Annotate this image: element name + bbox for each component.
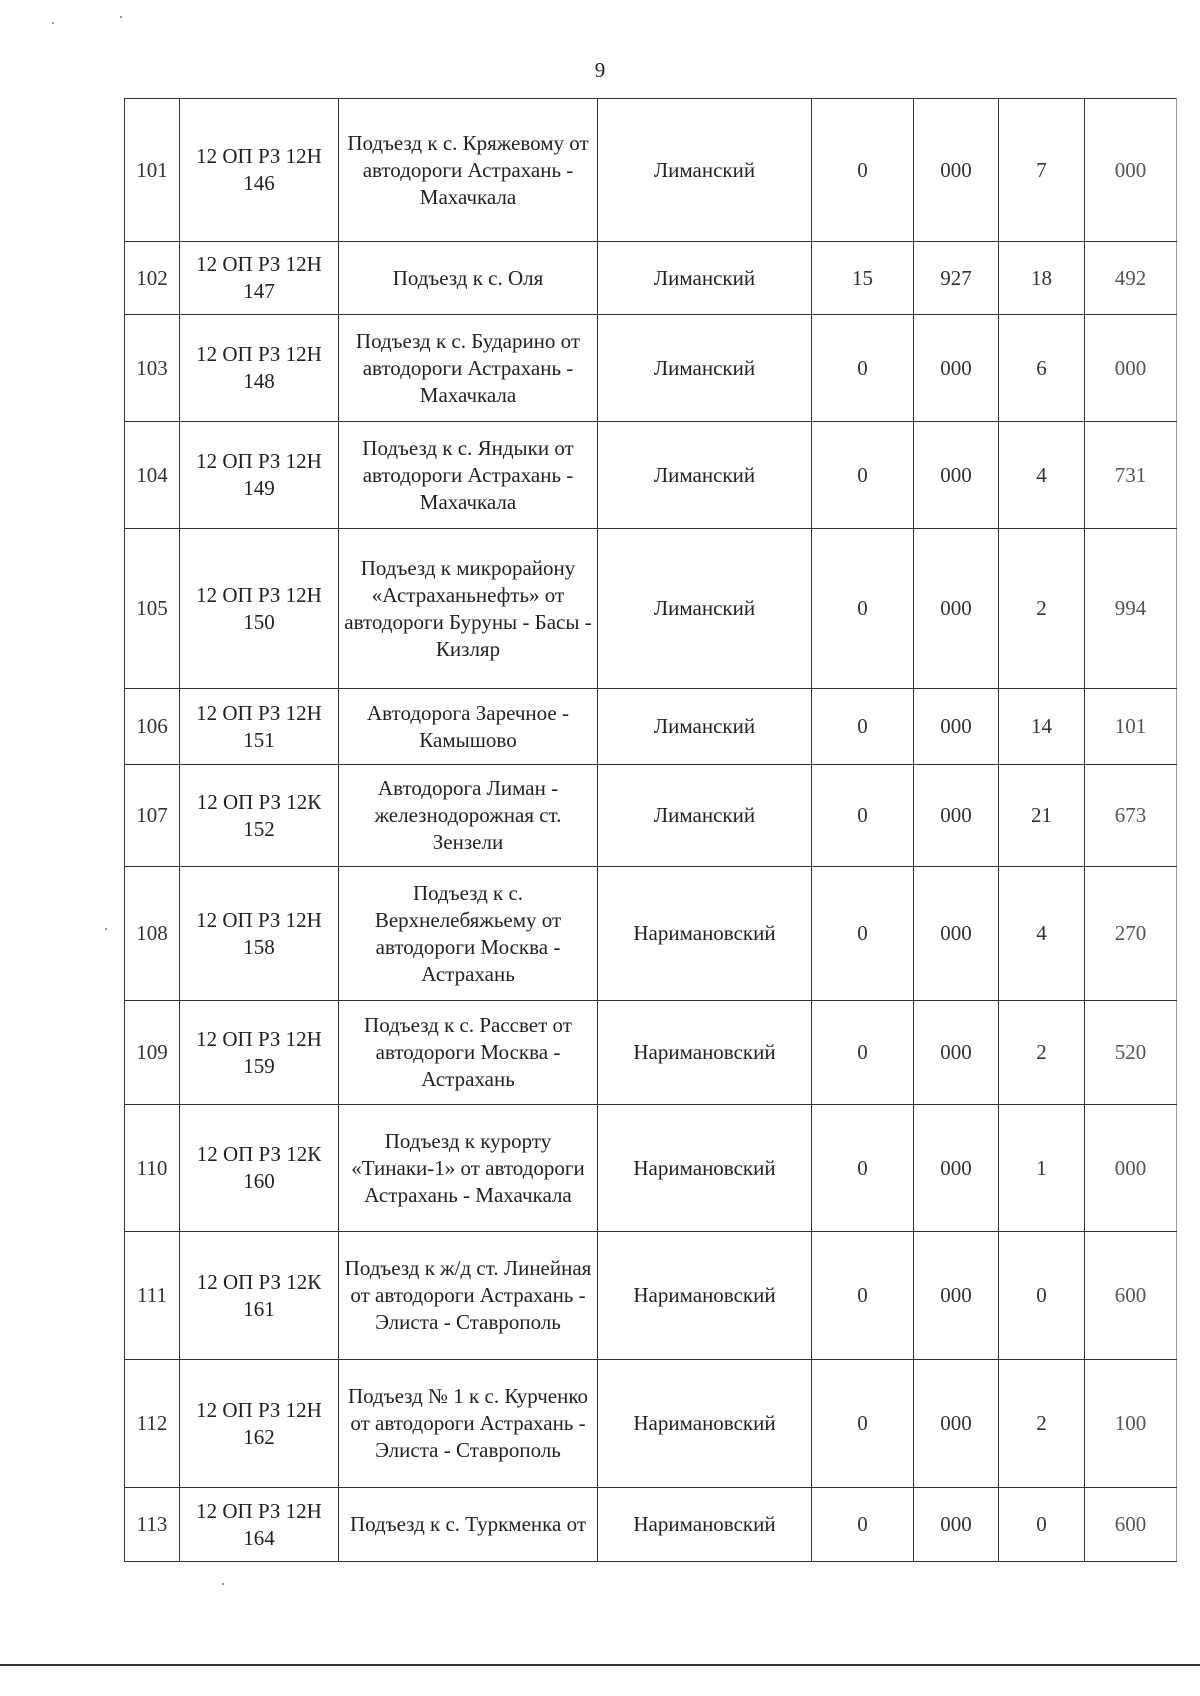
cell-end-m: 270: [1085, 867, 1177, 1001]
cell-start-km: 0: [812, 99, 914, 242]
cell-end-m: 731: [1085, 422, 1177, 529]
table-row: [125, 689, 1177, 765]
cell-start-km: 0: [812, 1232, 914, 1360]
cell-district: Лиманский: [598, 529, 812, 689]
cell-road-code: 12 ОП РЗ 12К 161: [180, 1232, 339, 1360]
cell-number: 111: [125, 1232, 180, 1360]
cell-end-km: 1: [999, 1105, 1085, 1232]
table-row: [125, 1001, 1177, 1105]
cell-road-code: 12 ОП РЗ 12К 152: [180, 765, 339, 867]
cell-start-km: 0: [812, 422, 914, 529]
cell-road-name: Подъезд к курорту «Тинаки-1» от автодороги Астрахань - Махачкала: [339, 1105, 598, 1232]
scan-speck: [120, 16, 122, 18]
cell-start-m: 000: [914, 529, 999, 689]
cell-number: 112: [125, 1360, 180, 1488]
cell-road-code: 12 ОП РЗ 12Н 162: [180, 1360, 339, 1488]
cell-start-km: 0: [812, 867, 914, 1001]
cell-number: 104: [125, 422, 180, 529]
cell-road-code: 12 ОП РЗ 12Н 164: [180, 1488, 339, 1562]
cell-start-m: 000: [914, 422, 999, 529]
cell-end-km: 4: [999, 867, 1085, 1001]
table-row: [125, 1105, 1177, 1232]
table-row: [125, 1488, 1177, 1562]
cell-start-km: 0: [812, 1105, 914, 1232]
cell-end-m: 600: [1085, 1488, 1177, 1562]
cell-road-code: 12 ОП РЗ 12Н 146: [180, 99, 339, 242]
table-body: [125, 99, 1177, 1562]
cell-road-name: Подъезд к с. Верхнелебяжьему от автодороги Москва - Астрахань: [339, 867, 598, 1001]
cell-start-km: 0: [812, 1001, 914, 1105]
cell-end-km: 14: [999, 689, 1085, 765]
cell-road-name: Подъезд к ж/д ст. Линейная от автодороги Астрахань - Элиста - Ставрополь: [339, 1232, 598, 1360]
cell-number: 107: [125, 765, 180, 867]
cell-end-m: 101: [1085, 689, 1177, 765]
cell-road-name: Подъезд к с. Бударино от автодороги Астрахань - Махачкала: [339, 315, 598, 422]
cell-end-km: 7: [999, 99, 1085, 242]
cell-district: Наримановский: [598, 1105, 812, 1232]
cell-start-m: 000: [914, 1232, 999, 1360]
cell-road-name: Подъезд к с. Оля: [339, 242, 598, 315]
cell-road-name: Подъезд к с. Рассвет от автодороги Москва - Астрахань: [339, 1001, 598, 1105]
cell-start-m: 000: [914, 1360, 999, 1488]
cell-end-km: 21: [999, 765, 1085, 867]
cell-end-m: 000: [1085, 1105, 1177, 1232]
cell-end-m: 000: [1085, 99, 1177, 242]
cell-district: Наримановский: [598, 867, 812, 1001]
cell-road-code: 12 ОП РЗ 12Н 159: [180, 1001, 339, 1105]
cell-end-m: 100: [1085, 1360, 1177, 1488]
cell-end-km: 4: [999, 422, 1085, 529]
roads-table: [124, 98, 1177, 1562]
cell-number: 113: [125, 1488, 180, 1562]
cell-road-name: Подъезд к микрорайону «Астраханьнефть» от автодороги Буруны - Басы - Кизляр: [339, 529, 598, 689]
cell-end-km: 2: [999, 1001, 1085, 1105]
cell-district: Лиманский: [598, 765, 812, 867]
cell-district: Лиманский: [598, 689, 812, 765]
cell-start-km: 0: [812, 765, 914, 867]
cell-number: 109: [125, 1001, 180, 1105]
cell-district: Лиманский: [598, 422, 812, 529]
cell-number: 101: [125, 99, 180, 242]
cell-start-m: 000: [914, 315, 999, 422]
cell-start-km: 0: [812, 1360, 914, 1488]
table-row: [125, 765, 1177, 867]
cell-start-m: 000: [914, 1001, 999, 1105]
cell-end-m: 000: [1085, 315, 1177, 422]
cell-start-m: 000: [914, 1488, 999, 1562]
cell-road-name: Подъезд № 1 к с. Курченко от автодороги Астрахань - Элиста - Ставрополь: [339, 1360, 598, 1488]
scan-speck: [52, 22, 54, 24]
cell-number: 102: [125, 242, 180, 315]
cell-road-name: Автодорога Лиман - железнодорожная ст. Зензели: [339, 765, 598, 867]
cell-road-code: 12 ОП РЗ 12Н 147: [180, 242, 339, 315]
cell-start-km: 0: [812, 689, 914, 765]
cell-end-km: 0: [999, 1488, 1085, 1562]
cell-start-m: 000: [914, 867, 999, 1001]
page-number: 9: [594, 58, 606, 82]
scan-speck: [105, 928, 107, 930]
cell-number: 103: [125, 315, 180, 422]
cell-end-km: 0: [999, 1232, 1085, 1360]
cell-start-km: 0: [812, 529, 914, 689]
cell-district: Лиманский: [598, 242, 812, 315]
cell-end-m: 994: [1085, 529, 1177, 689]
cell-end-km: 18: [999, 242, 1085, 315]
table-row: [125, 99, 1177, 242]
table-row: [125, 242, 1177, 315]
cell-start-m: 000: [914, 99, 999, 242]
cell-road-name: Подъезд к с. Яндыки от автодороги Астрахань - Махачкала: [339, 422, 598, 529]
cell-start-km: 0: [812, 1488, 914, 1562]
cell-start-m: 927: [914, 242, 999, 315]
cell-road-code: 12 ОП РЗ 12Н 151: [180, 689, 339, 765]
cell-road-code: 12 ОП РЗ 12Н 149: [180, 422, 339, 529]
cell-number: 108: [125, 867, 180, 1001]
cell-road-code: 12 ОП РЗ 12Н 158: [180, 867, 339, 1001]
cell-road-code: 12 ОП РЗ 12Н 148: [180, 315, 339, 422]
cell-start-m: 000: [914, 1105, 999, 1232]
table-row: [125, 315, 1177, 422]
cell-end-km: 2: [999, 1360, 1085, 1488]
cell-district: Наримановский: [598, 1488, 812, 1562]
cell-road-code: 12 ОП РЗ 12Н 150: [180, 529, 339, 689]
cell-end-km: 6: [999, 315, 1085, 422]
table-row: [125, 867, 1177, 1001]
roads-table-container: [124, 98, 1176, 1562]
cell-number: 106: [125, 689, 180, 765]
cell-number: 110: [125, 1105, 180, 1232]
cell-end-km: 2: [999, 529, 1085, 689]
page-bottom-rule: [0, 1664, 1200, 1666]
table-row: [125, 422, 1177, 529]
cell-district: Наримановский: [598, 1001, 812, 1105]
cell-start-m: 000: [914, 689, 999, 765]
scan-speck: [222, 1583, 224, 1585]
cell-district: Наримановский: [598, 1360, 812, 1488]
cell-end-m: 520: [1085, 1001, 1177, 1105]
cell-district: Лиманский: [598, 315, 812, 422]
table-row: [125, 529, 1177, 689]
cell-district: Лиманский: [598, 99, 812, 242]
cell-district: Наримановский: [598, 1232, 812, 1360]
cell-start-km: 15: [812, 242, 914, 315]
table-row: [125, 1360, 1177, 1488]
table-row: [125, 1232, 1177, 1360]
cell-road-code: 12 ОП РЗ 12К 160: [180, 1105, 339, 1232]
cell-end-m: 673: [1085, 765, 1177, 867]
cell-road-name: Подъезд к с. Туркменка от: [339, 1488, 598, 1562]
cell-end-m: 492: [1085, 242, 1177, 315]
cell-road-name: Автодорога Заречное - Камышово: [339, 689, 598, 765]
cell-start-m: 000: [914, 765, 999, 867]
cell-end-m: 600: [1085, 1232, 1177, 1360]
cell-road-name: Подъезд к с. Кряжевому от автодороги Астрахань - Махачкала: [339, 99, 598, 242]
cell-start-km: 0: [812, 315, 914, 422]
cell-number: 105: [125, 529, 180, 689]
